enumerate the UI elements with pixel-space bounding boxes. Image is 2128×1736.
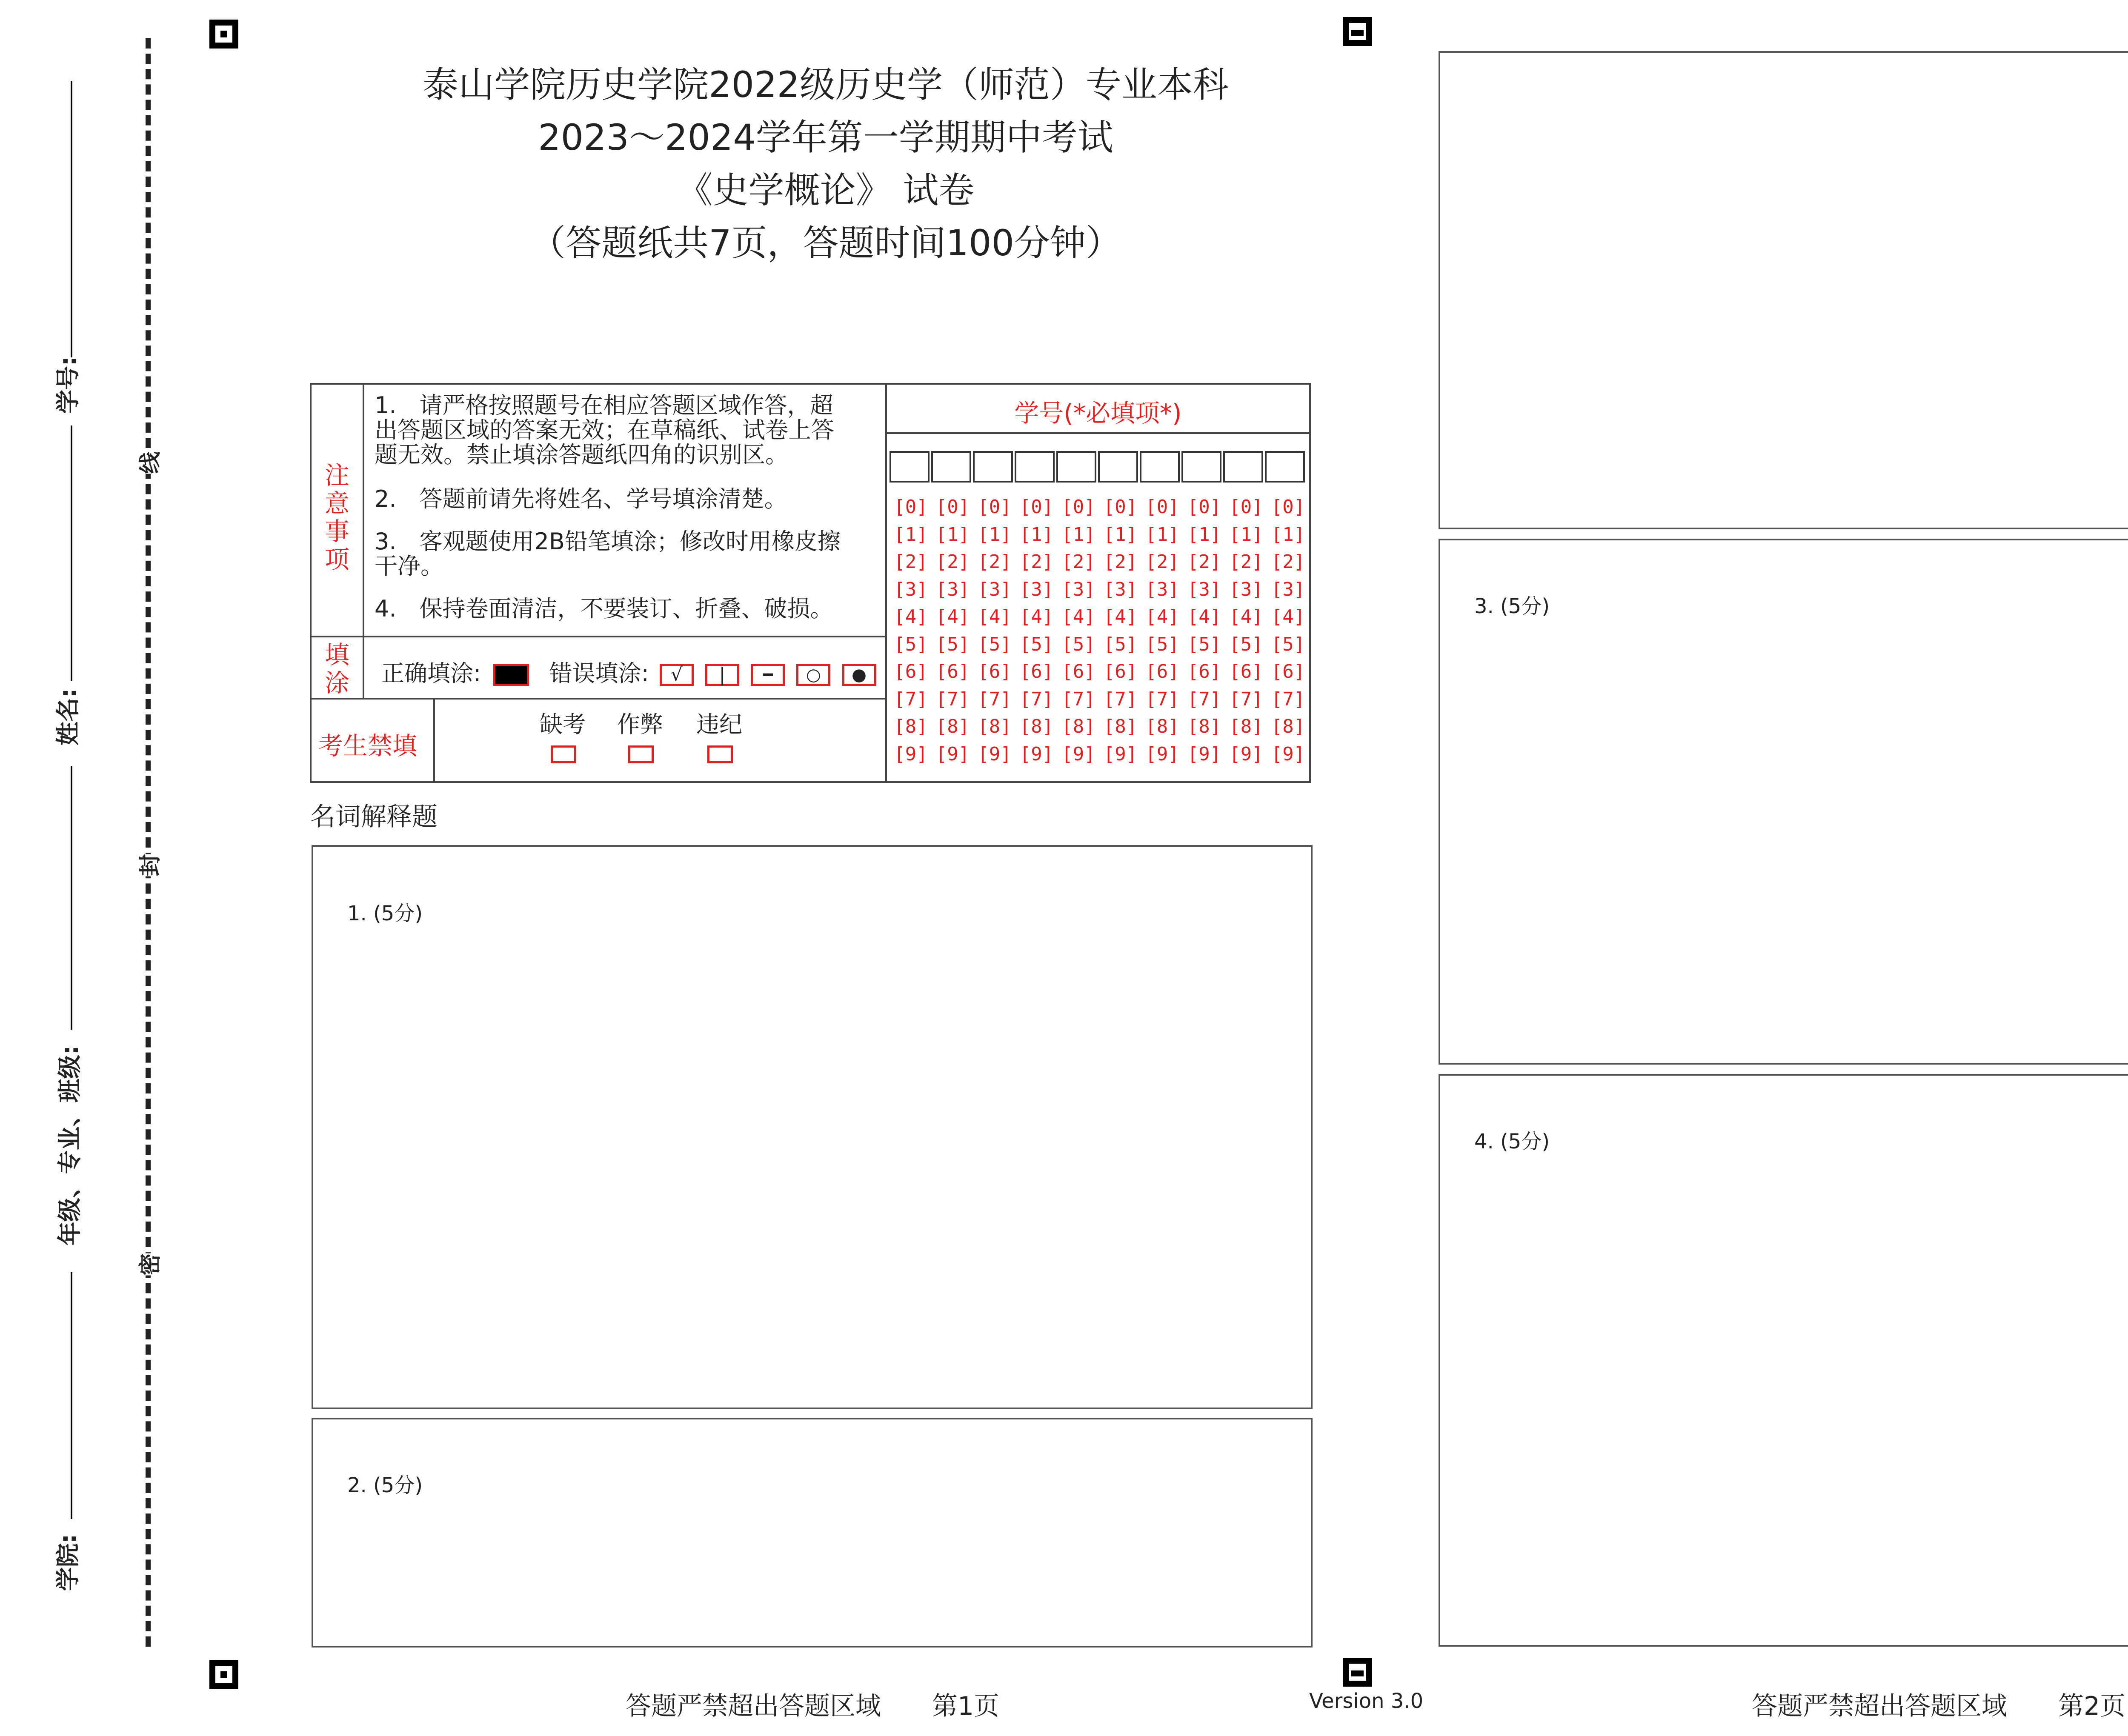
answer-box-q2[interactable] xyxy=(312,1418,1313,1647)
student-id-bubble[interactable]: [4] xyxy=(935,606,970,628)
student-id-bubble[interactable]: [3] xyxy=(1187,578,1221,600)
student-id-bubble[interactable]: [5] xyxy=(1061,633,1095,655)
student-id-bubble[interactable]: [4] xyxy=(1271,606,1305,628)
student-id-digit-box[interactable] xyxy=(1140,451,1180,483)
student-id-bubble-row xyxy=(890,661,1311,688)
student-id-bubble-row xyxy=(890,551,1311,578)
student-id-bubble[interactable]: [4] xyxy=(1145,606,1179,628)
student-id-bubble[interactable]: [5] xyxy=(1229,633,1263,655)
student-id-bubble[interactable]: [2] xyxy=(1187,551,1221,573)
correct-fill-label: 正确填涂: xyxy=(381,660,481,687)
student-id-bubble[interactable]: [7] xyxy=(1187,688,1221,710)
student-id-digit-box[interactable] xyxy=(1223,451,1263,483)
header-line-1: 泰山学院历史学院2022级历史学（师范）专业本科 xyxy=(423,64,1229,106)
footer-version: Version 3.0 xyxy=(1309,1689,1424,1713)
student-id-bubble[interactable]: [6] xyxy=(1145,661,1179,682)
student-id-bubble[interactable]: [2] xyxy=(935,551,970,573)
question-label: 3. (5分) xyxy=(1474,594,1550,618)
header-line-2: 2023～2024学年第一学期期中考试 xyxy=(538,117,1113,158)
student-id-bubble[interactable]: [3] xyxy=(935,578,970,600)
student-id-digit-box[interactable] xyxy=(890,451,930,483)
student-id-bubble[interactable]: [2] xyxy=(1019,551,1054,573)
student-id-bubble[interactable]: [3] xyxy=(1061,578,1095,600)
student-id-bubble[interactable]: [2] xyxy=(1271,551,1305,573)
answer-box-continued[interactable] xyxy=(1439,51,2128,529)
notice-item-4: 4. 保持卷面清洁，不要装订、折叠、破损。 xyxy=(375,595,833,622)
wrong-fill-sample-dash: ━ xyxy=(751,664,785,686)
student-id-bubble[interactable]: [0] xyxy=(1229,496,1263,518)
correct-fill-sample xyxy=(493,664,529,686)
notice-item-2: 2. 答题前请先将姓名、学号填涂清楚。 xyxy=(375,485,787,512)
student-id-bubble[interactable]: [0] xyxy=(1061,496,1095,518)
student-id-bubble[interactable]: [6] xyxy=(1229,661,1263,682)
student-id-digit-box[interactable] xyxy=(1098,451,1138,483)
student-id-bubble[interactable]: [5] xyxy=(1187,633,1221,655)
section-title: 名词解释题 xyxy=(310,802,438,832)
student-id-bubble[interactable]: [0] xyxy=(1187,496,1221,518)
student-id-bubble[interactable]: [7] xyxy=(935,688,970,710)
student-id-bubble[interactable]: [0] xyxy=(1103,496,1138,518)
notice-item-3: 3. 客观题使用2B铅笔填涂；修改时用橡皮擦干净。 xyxy=(375,528,841,580)
notice-heading: 注意事项 xyxy=(324,461,349,574)
answer-box-q1[interactable] xyxy=(312,845,1313,1409)
student-id-bubble[interactable]: [6] xyxy=(935,661,970,682)
student-id-bubble[interactable]: [7] xyxy=(1061,688,1095,710)
student-id-bubble[interactable]: [7] xyxy=(1145,688,1179,710)
student-id-bubble[interactable]: [1] xyxy=(1271,523,1305,545)
student-id-bubble[interactable]: [3] xyxy=(1145,578,1179,600)
student-id-bubble[interactable]: [6] xyxy=(978,661,1012,682)
fill-heading: 填涂 xyxy=(324,640,349,697)
student-id-bubble[interactable]: [0] xyxy=(935,496,970,518)
class-write-line[interactable] xyxy=(71,766,72,1030)
student-id-bubble[interactable]: [9] xyxy=(1061,743,1095,765)
student-id-bubble[interactable]: [9] xyxy=(1229,743,1263,765)
student-id-bubble[interactable]: [9] xyxy=(1103,743,1138,765)
student-id-bubble[interactable]: [5] xyxy=(894,633,928,655)
student-id-bubble[interactable]: [7] xyxy=(1271,688,1305,710)
student-id-bubble[interactable]: [4] xyxy=(894,606,928,628)
student-id-bubble[interactable]: [5] xyxy=(1145,633,1179,655)
student-id-bubble[interactable]: [7] xyxy=(1229,688,1263,710)
student-id-bubble[interactable]: [6] xyxy=(1019,661,1054,682)
student-id-bubble[interactable]: [1] xyxy=(894,523,928,545)
student-id-digit-box[interactable] xyxy=(1265,451,1305,483)
student-id-digit-box[interactable] xyxy=(1015,451,1055,483)
student-id-bubble[interactable]: [0] xyxy=(1019,496,1054,518)
student-id-digit-box[interactable] xyxy=(931,451,971,483)
student-id-bubble[interactable]: [4] xyxy=(1229,606,1263,628)
name-write-line[interactable] xyxy=(71,425,72,681)
forbidden-option-violation xyxy=(694,706,745,739)
student-id-label: 学号: xyxy=(54,356,82,414)
student-id-bubble[interactable]: [0] xyxy=(1145,496,1179,518)
student-id-bubble[interactable]: [7] xyxy=(978,688,1012,710)
student-id-bubble[interactable]: [2] xyxy=(1229,551,1263,573)
student-id-bubble[interactable]: [9] xyxy=(1187,743,1221,765)
class-label: 年级、专业、班级: xyxy=(56,1045,84,1246)
student-id-bubble[interactable]: [4] xyxy=(1187,606,1221,628)
student-id-bubble[interactable]: [7] xyxy=(1019,688,1054,710)
answer-box-q4[interactable] xyxy=(1439,1074,2128,1647)
student-id-bubble[interactable]: [1] xyxy=(935,523,970,545)
student-id-title: 学号(*必填项*) xyxy=(1014,399,1182,428)
student-id-bubble[interactable]: [5] xyxy=(1271,633,1305,655)
student-id-digit-box[interactable] xyxy=(1056,451,1096,483)
student-id-bubble[interactable]: [5] xyxy=(935,633,970,655)
alignment-marker-bottom-center xyxy=(1343,1658,1372,1687)
wrong-fill-sample-bar: | xyxy=(705,664,739,686)
student-id-title-rule xyxy=(887,432,1309,434)
student-id-bubble-row xyxy=(890,606,1311,633)
forbidden-heading: 考生禁填 xyxy=(318,731,418,760)
student-id-section xyxy=(887,385,1309,781)
student-id-bubble-row xyxy=(890,579,1311,606)
student-id-bubble[interactable]: [8] xyxy=(1229,716,1263,737)
student-id-bubble-row xyxy=(890,688,1311,716)
wrong-fill-label: 错误填涂: xyxy=(549,660,649,687)
student-id-bubble[interactable]: [9] xyxy=(978,743,1012,765)
student-id-bubble[interactable]: [8] xyxy=(1019,716,1054,737)
student-id-bubble-row xyxy=(890,716,1311,743)
college-write-line[interactable] xyxy=(71,1272,72,1519)
forbidden-absent-checkbox[interactable] xyxy=(551,745,576,763)
student-id-bubble[interactable]: [3] xyxy=(1271,578,1305,600)
student-id-bubble[interactable]: [1] xyxy=(1187,523,1221,545)
student-id-bubble[interactable]: [4] xyxy=(978,606,1012,628)
question-label: 1. (5分) xyxy=(347,902,423,925)
student-id-bubble[interactable]: [7] xyxy=(1103,688,1138,710)
forbidden-cheat-checkbox[interactable] xyxy=(628,745,654,763)
forbidden-option-violation-label: 违纪 xyxy=(696,711,742,738)
footer-page-1: 答题严禁超出答题区域 第1页 xyxy=(626,1691,1000,1721)
seal-dashed-line xyxy=(146,38,151,1647)
student-id-bubble[interactable]: [1] xyxy=(978,523,1012,545)
student-id-bubble[interactable]: [1] xyxy=(1145,523,1179,545)
student-id-bubble[interactable]: [8] xyxy=(1103,716,1138,737)
student-id-bubble[interactable]: [0] xyxy=(978,496,1012,518)
alignment-marker-bottom-left xyxy=(209,1660,238,1689)
student-id-bubble[interactable]: [6] xyxy=(894,661,928,682)
name-label: 姓名: xyxy=(54,688,82,745)
question-label: 2. (5分) xyxy=(347,1473,423,1497)
student-id-bubble[interactable]: [5] xyxy=(1103,633,1138,655)
student-id-bubble[interactable]: [8] xyxy=(1061,716,1095,737)
alignment-marker-top-left xyxy=(209,20,238,49)
student-id-bubble[interactable]: [5] xyxy=(1019,633,1054,655)
student-id-bubble[interactable]: [9] xyxy=(1019,743,1054,765)
fill-section xyxy=(312,637,887,700)
student-id-digit-box[interactable] xyxy=(973,451,1013,483)
student-id-digit-boxes xyxy=(890,451,1307,483)
student-id-bubble[interactable]: [8] xyxy=(894,716,928,737)
student-id-write-line[interactable] xyxy=(71,81,72,357)
student-id-bubble[interactable]: [3] xyxy=(978,578,1012,600)
student-id-bubble[interactable]: [3] xyxy=(1103,578,1138,600)
student-id-bubble[interactable]: [3] xyxy=(1019,578,1054,600)
alignment-marker-top-center xyxy=(1343,17,1372,46)
notice-divider xyxy=(363,385,364,637)
info-block xyxy=(310,383,1311,783)
student-id-bubble[interactable]: [3] xyxy=(894,578,928,600)
student-id-bubble[interactable]: [1] xyxy=(1019,523,1054,545)
student-id-bubble[interactable]: [9] xyxy=(894,743,928,765)
student-id-bubble[interactable]: [3] xyxy=(1229,578,1263,600)
seal-char-mi: 密 xyxy=(132,1253,164,1276)
student-id-bubble[interactable]: [5] xyxy=(978,633,1012,655)
forbidden-section xyxy=(312,700,887,781)
wrong-fill-sample-dot: ● xyxy=(842,664,876,686)
student-id-digit-box[interactable] xyxy=(1181,451,1221,483)
student-id-bubble[interactable]: [1] xyxy=(1103,523,1138,545)
student-id-bubble[interactable]: [4] xyxy=(1103,606,1138,628)
student-id-bubble[interactable]: [9] xyxy=(935,743,970,765)
student-id-bubble-grid xyxy=(890,496,1311,777)
college-label: 学院: xyxy=(54,1533,82,1591)
header-line-4: （答题纸共7页，答题时间100分钟） xyxy=(530,222,1121,264)
wrong-fill-sample-circle: ○ xyxy=(796,664,830,686)
student-id-bubble-row xyxy=(890,743,1311,771)
notice-item-1: 1. 请严格按照题号在相应答题区域作答，超出答题区域的答案无效；在草稿纸、试卷上答题无效。禁止填涂答题纸四角的识别区。 xyxy=(375,392,834,468)
student-id-bubble[interactable]: [7] xyxy=(894,688,928,710)
student-id-bubble-row xyxy=(890,634,1311,661)
student-id-bubble[interactable]: [2] xyxy=(1061,551,1095,573)
student-id-bubble-row xyxy=(890,524,1311,551)
question-label: 4. (5分) xyxy=(1474,1130,1550,1154)
student-id-bubble[interactable]: [0] xyxy=(894,496,928,518)
student-id-bubble[interactable]: [6] xyxy=(1061,661,1095,682)
student-id-bubble[interactable]: [4] xyxy=(1061,606,1095,628)
student-id-bubble[interactable]: [0] xyxy=(1271,496,1305,518)
student-id-bubble[interactable]: [2] xyxy=(1145,551,1179,573)
seal-char-line: 线 xyxy=(132,452,164,474)
student-id-bubble-row xyxy=(890,496,1311,523)
student-id-bubble[interactable]: [1] xyxy=(1061,523,1095,545)
fill-divider xyxy=(363,637,364,700)
student-id-bubble[interactable]: [8] xyxy=(1145,716,1179,737)
forbidden-violation-checkbox[interactable] xyxy=(707,745,733,763)
fill-samples xyxy=(381,655,876,687)
footer-page-2: 答题严禁超出答题区域 第2页 xyxy=(1752,1691,2126,1721)
student-id-bubble[interactable]: [4] xyxy=(1019,606,1054,628)
notice-section xyxy=(312,385,887,637)
student-id-bubble[interactable]: [2] xyxy=(894,551,928,573)
header-line-3: 《史学概论》 试卷 xyxy=(677,169,975,211)
seal-char-feng: 封 xyxy=(132,854,164,877)
wrong-fill-sample-check: √ xyxy=(660,664,694,686)
forbidden-option-cheat xyxy=(615,706,666,739)
student-id-bubble[interactable]: [2] xyxy=(978,551,1012,573)
forbidden-option-absent-label: 缺考 xyxy=(540,711,586,738)
student-id-bubble[interactable]: [6] xyxy=(1271,661,1305,682)
student-id-bubble[interactable]: [8] xyxy=(1187,716,1221,737)
student-id-bubble[interactable]: [6] xyxy=(1187,661,1221,682)
student-id-bubble[interactable]: [2] xyxy=(1103,551,1138,573)
forbidden-divider xyxy=(433,700,435,781)
student-id-bubble[interactable]: [9] xyxy=(1145,743,1179,765)
answer-box-q3[interactable] xyxy=(1439,539,2128,1065)
forbidden-option-cheat-label: 作弊 xyxy=(617,711,663,738)
student-id-bubble[interactable]: [8] xyxy=(935,716,970,737)
student-id-bubble[interactable]: [8] xyxy=(1271,716,1305,737)
forbidden-option-absent xyxy=(537,706,588,739)
student-id-bubble[interactable]: [1] xyxy=(1229,523,1263,545)
student-id-bubble[interactable]: [9] xyxy=(1271,743,1305,765)
student-id-bubble[interactable]: [8] xyxy=(978,716,1012,737)
student-id-bubble[interactable]: [6] xyxy=(1103,661,1138,682)
